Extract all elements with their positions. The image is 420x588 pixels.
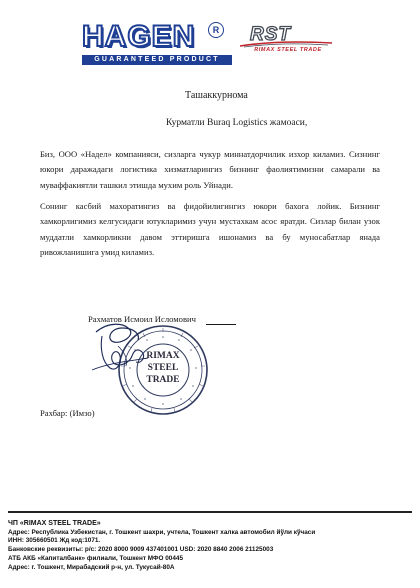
letter-paragraph-2: Сонинг касбий махоратингиз ва фидойилигингиз юкори бахога лойик. Бизнинг хамкорлигимиз келгусидаги ютукларимиз учун мустахкам асос яратди. Сизлар билан узок муддатли хамкорликни давом эттиришга ишонамиз ва бу муносабатлар янада ривожланишига умид киламиз. xyxy=(40,201,380,257)
letter-title: Ташаккурнома xyxy=(185,90,248,101)
footer-bank-branch: АТБ АКБ «Капиталбанк» филиали, Тошкент МФО 00445 xyxy=(8,554,184,562)
signature-line xyxy=(206,324,236,325)
letter-addressee: Курматли Buraq Logistics жамоаси, xyxy=(166,118,308,128)
footer-divider xyxy=(8,511,412,513)
seal-text-line-2: STEEL xyxy=(147,363,179,373)
footer-company: ЧП «RIMAX STEEL TRADE» xyxy=(8,520,101,527)
footer-address: Адрес: Республика Узбекистан, г. Тошкент шахри, учтела, Тошкент халка автомобил йўли кўчаси xyxy=(8,528,316,536)
footer-bank-details: Банковские реквизиты: р/с: 2020 8000 9009 437401001 USD: 2020 8840 2006 21125003 xyxy=(8,546,274,554)
rst-logo xyxy=(238,26,334,54)
signer-name: Рахматов Исмоил Исломович xyxy=(88,314,196,324)
handwritten-signature xyxy=(88,318,154,382)
signature-caption: Рахбар: (Имзо) xyxy=(40,408,95,418)
registered-mark-icon: R xyxy=(208,22,224,38)
footer-branch-address: Адрес: г. Тошкент, Мирабадский р-н, ул. Тукусай-80А xyxy=(8,563,175,571)
footer-inn: ИНН: 305660501 Жд код:1071. xyxy=(8,537,101,545)
letterhead-footer xyxy=(8,520,412,572)
rst-logo-word: RST xyxy=(250,24,291,45)
hagen-logo-tagline: GUARANTEED PRODUCT xyxy=(82,55,232,65)
letter-paragraph-1: Биз, ООО «Надел» компанияси, сизларга чукур миннатдорчилик изхор киламиз. Сизнинг юкори даражадаги логистика хизматларингиз бизнинг фаолиятимизни самарали ва муваффакиятли ташкил этишда мухим роль Уйнади. xyxy=(40,149,380,190)
hagen-logo-word: HAGEN xyxy=(82,20,196,53)
seal-text-line-1: RIMAX xyxy=(146,351,180,361)
seal-text-line-3: TRADE xyxy=(146,375,180,385)
rst-logo-tagline: RIMAX STEEL TRADE xyxy=(254,47,322,53)
